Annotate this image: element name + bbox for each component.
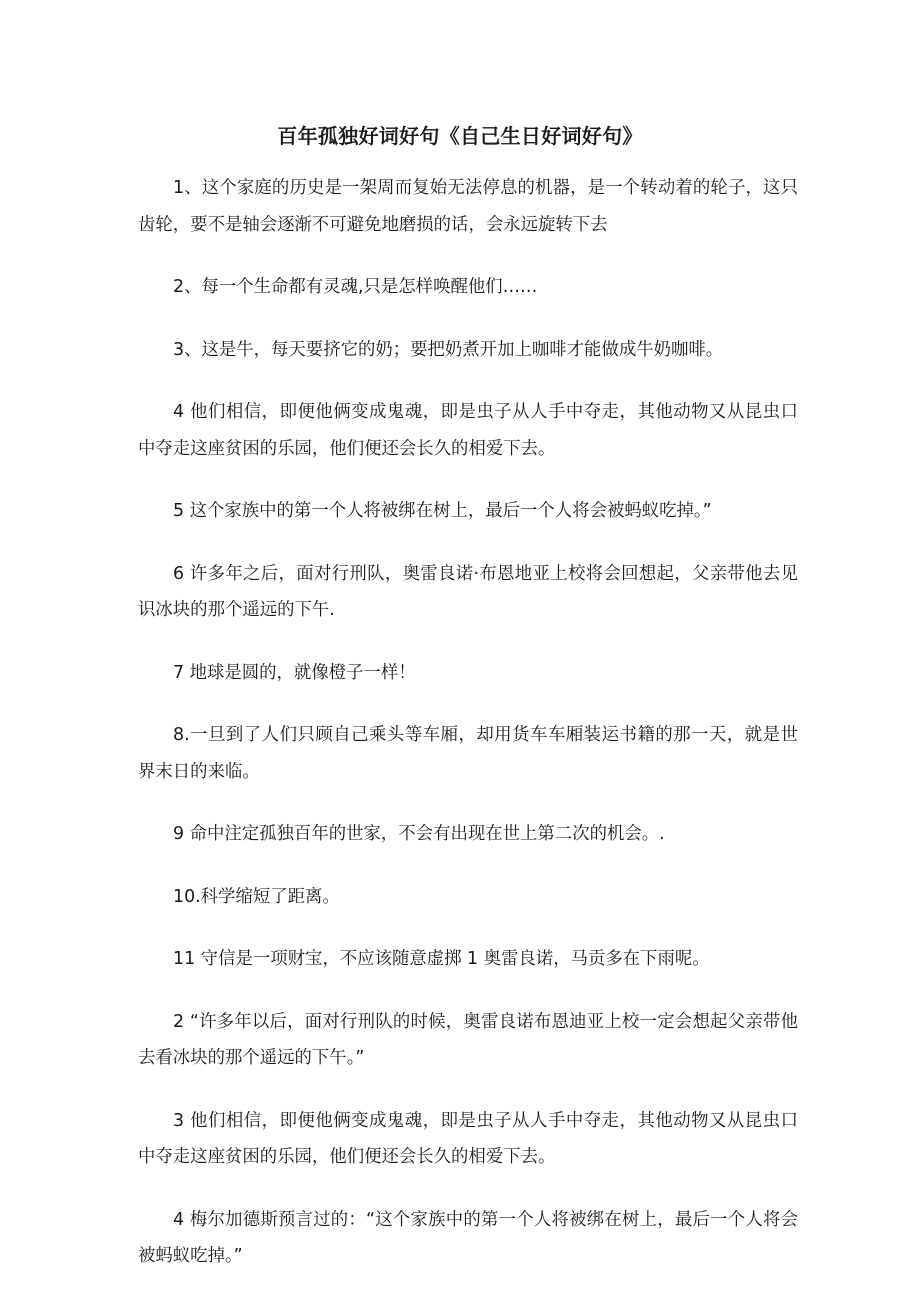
paragraph-9: 9 命中注定孤独百年的世家，不会有出现在世上第二次的机会。. xyxy=(173,824,665,844)
paragraph-8: 8.一旦到了人们只顾自己乘头等车厢，却用货车车厢装运书籍的那一天，就是世界末日的来临。 xyxy=(138,725,798,782)
paragraph-4: 4 他们相信，即便他俩变成鬼魂，即是虫子从人手中夺走，其他动物又从昆虫口中夺走这座贫困的乐园，他们便还会长久的相爱下去。 xyxy=(138,402,798,459)
paragraph-2: 2、每一个生命都有灵魂,只是怎样唤醒他们…… xyxy=(173,277,538,297)
paragraph-14: 4 梅尔加德斯预言过的：“这个家族中的第一个人将被绑在树上，最后一个人将会被蚂蚁吃掉。” xyxy=(138,1209,798,1266)
paragraph-6: 6 许多年之后，面对行刑队，奥雷良诺·布恩地亚上校将会回想起，父亲带他去见识冰块的那个遥远的下午. xyxy=(138,563,798,620)
paragraph-1: 1、这个家庭的历史是一架周而复始无法停息的机器，是一个转动着的轮子，这只齿轮，要不是轴会逐渐不可避免地磨损的话，会永远旋转下去 xyxy=(138,178,798,235)
paragraph-11: 11 守信是一项财宝，不应该随意虚掷 1 奥雷良诺，马贡多在下雨呢。 xyxy=(173,949,710,969)
paragraph-10: 10.科学缩短了距离。 xyxy=(173,886,340,907)
paragraph-7: 7 地球是圆的，就像橙子一样！ xyxy=(173,662,416,683)
paragraph-3: 3、这是牛，每天要挤它的奶；要把奶煮开加上咖啡才能做成牛奶咖啡。 xyxy=(173,339,724,360)
document-body xyxy=(138,170,798,1301)
paragraph-12: 2 “许多年以后，面对行刑队的时候，奥雷良诺布恩迪亚上校一定会想起父亲带他去看冰块的那个遥远的下午。” xyxy=(138,1011,798,1068)
document-title: 百年孤独好词好句《自己生日好词好句》 xyxy=(277,124,643,148)
paragraph-5: 5 这个家族中的第一个人将被绑在树上，最后一个人将会被蚂蚁吃掉。” xyxy=(173,501,712,521)
paragraph-13: 3 他们相信，即便他俩变成鬼魂，即是虫子从人手中夺走，其他动物又从昆虫口中夺走这座贫困的乐园，他们便还会长久的相爱下去。 xyxy=(138,1110,798,1167)
